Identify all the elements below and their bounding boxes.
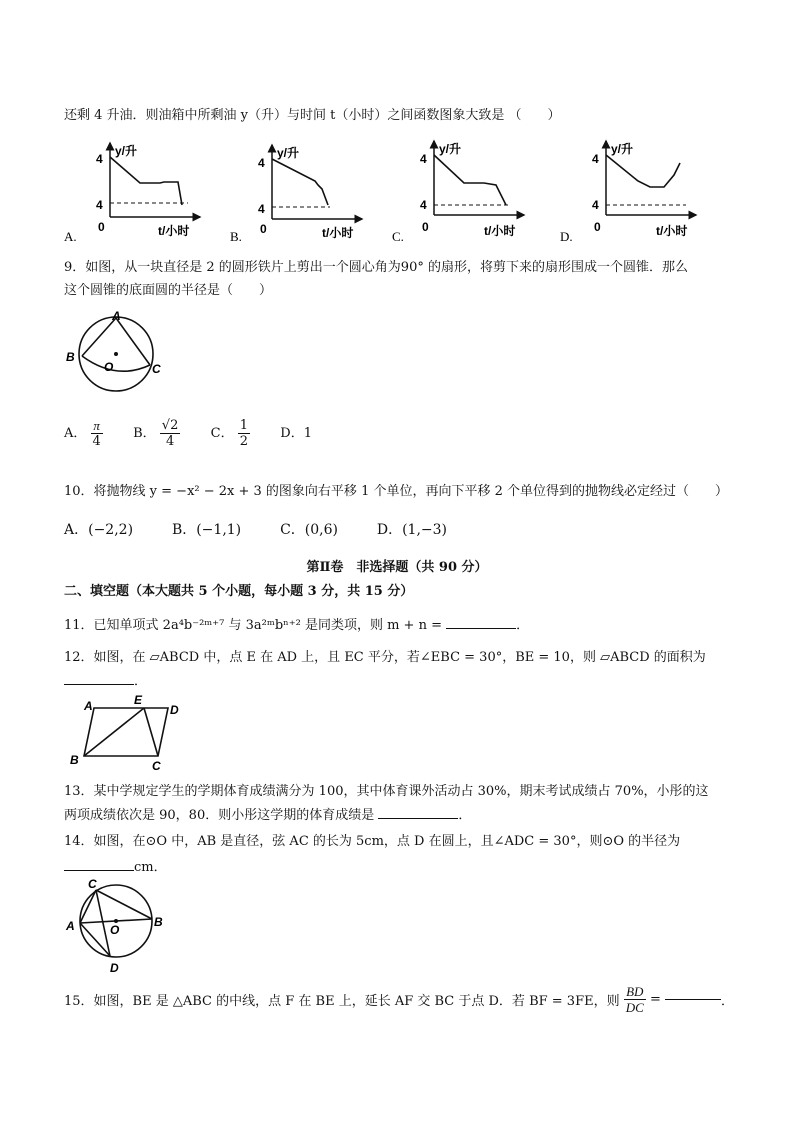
q8-graphs [60,135,760,245]
svg-text:4: 4 [258,202,265,216]
point-a-label: A [112,309,121,323]
q8-option-d: D. [560,229,573,244]
q8-graph-b [230,145,362,244]
q10-stem: 10．将抛物线 y = −x² − 2x + 3 的图象向右平移 1 个单位，再向下平移 2 个单位得到的抛物线必定经过（ ） [64,484,729,499]
svg-text:0: 0 [260,222,267,236]
svg-text:t/小时: t/小时 [656,224,688,238]
q9-line2: 这个圆锥的底面圆的半径是（ ） [64,283,273,298]
section2-title: 二、填空题（本大题共 5 个小题，每小题 3 分，共 15 分） [64,584,414,599]
q15-answer-blank[interactable] [665,999,721,1000]
point-e-label: E [134,694,143,707]
point-a-label: A [84,699,93,713]
q10-option-d: D．(1,−3) [376,522,448,538]
svg-text:0: 0 [98,220,105,234]
q8-graph-a [64,143,200,244]
q10-options [64,519,447,539]
point-c-label: C [152,759,161,772]
q10-option-a: A．(−2,2) [64,522,134,538]
q14-figure [60,876,170,976]
svg-text:4: 4 [96,152,103,166]
svg-text:4: 4 [420,198,427,212]
point-d-label: D [170,703,179,717]
point-c-label: C [88,877,97,891]
q15: 15．如图，BE 是 △ABC 的中线，点 F 在 BE 上，延长 AF 交 BC 于点 D．若 BF = 3FE，则 $\frac{BD}{DC}$ = ． [64,984,734,1015]
svg-text:4: 4 [258,156,265,170]
svg-text:t/小时: t/小时 [484,224,516,238]
svg-text:4: 4 [96,198,103,212]
center-o-label: O [104,360,114,374]
point-a-label: A [66,919,75,933]
q8-option-c: C. [392,229,404,244]
q9-option-c: C． $\frac{1}{2}$ [210,418,249,449]
point-c-label: C [152,362,161,376]
center-o-label: O [110,923,120,937]
y-axis-label: y/升 [115,144,138,158]
q12-answer-blank[interactable] [64,684,134,685]
q11: 11．已知单项式 2a⁴b⁻²ᵐ⁺⁷ 与 3a²ᵐbⁿ⁺² 是同类项，则 m + n = ． [64,618,530,633]
point-b-label: B [66,350,75,364]
q8-option-a: A. [64,229,77,244]
q8-stem: 还剩 4 升油．则油箱中所剩油 y（升）与时间 t（小时）之间函数图象大致是 （ ） [64,108,561,123]
svg-text:y/升: y/升 [611,142,634,156]
q14-line2: cm． [64,856,167,875]
q8-graph-c [392,141,524,244]
q14-line1: 14．如图，在⊙O 中，AB 是直径，弦 AC 的长为 5cm，点 D 在圆上，且∠ADC = 30°，则⊙O 的半径为 [64,834,681,849]
q10-option-c: C．(0,6) [280,522,338,538]
q13-answer-blank[interactable] [378,818,458,819]
svg-text:0: 0 [422,220,429,234]
svg-text:t/小时: t/小时 [322,226,354,240]
svg-text:4: 4 [592,152,599,166]
q12-line2: ． [64,670,147,689]
q13-line2: 两项成绩依次是 90，80．则小彤这学期的体育成绩是 ． [64,808,472,823]
svg-text:4: 4 [592,198,599,212]
q9-option-b: B． $\frac{√2}{4}$ [133,418,179,449]
part2-title: 第Ⅱ卷 非选择题（共 90 分） [306,560,488,575]
x-axis-label: t/小时 [158,224,190,238]
q9-line1: 9．如图，从一块直径是 2 的圆形铁片上剪出一个圆心角为90° 的扇形，将剪下来的扇形围成一个圆锥．那么 [64,260,688,275]
q9-figure [60,305,170,395]
svg-text:4: 4 [420,152,427,166]
q11-answer-blank[interactable] [446,628,516,629]
q13-line1: 13．某中学规定学生的学期体育成绩满分为 100，其中体育课外活动占 30%，期末考试成绩占 70%，小彤的这 [64,784,709,799]
point-b-label: B [70,753,79,767]
svg-text:y/升: y/升 [277,146,300,160]
point-d-label: D [110,961,119,975]
q8-graph-d [560,141,696,244]
q12-line1: 12．如图，在 ▱ABCD 中，点 E 在 AD 上，且 EC 平分，若∠EBC = 30°，BE = 10，则 ▱ABCD 的面积为 [64,650,706,665]
point-b-label: B [154,915,163,929]
q12-figure [64,694,194,772]
q9-options [64,418,312,449]
q14-answer-blank[interactable] [64,870,134,871]
q10-option-b: B．(−1,1) [171,522,242,538]
svg-text:0: 0 [594,220,601,234]
q9-option-d: D．1 [280,426,313,441]
q8-option-b: B. [230,229,242,244]
svg-text:y/升: y/升 [439,142,462,156]
q9-option-a: A． $\frac{\pi}{4}$ [64,418,101,449]
